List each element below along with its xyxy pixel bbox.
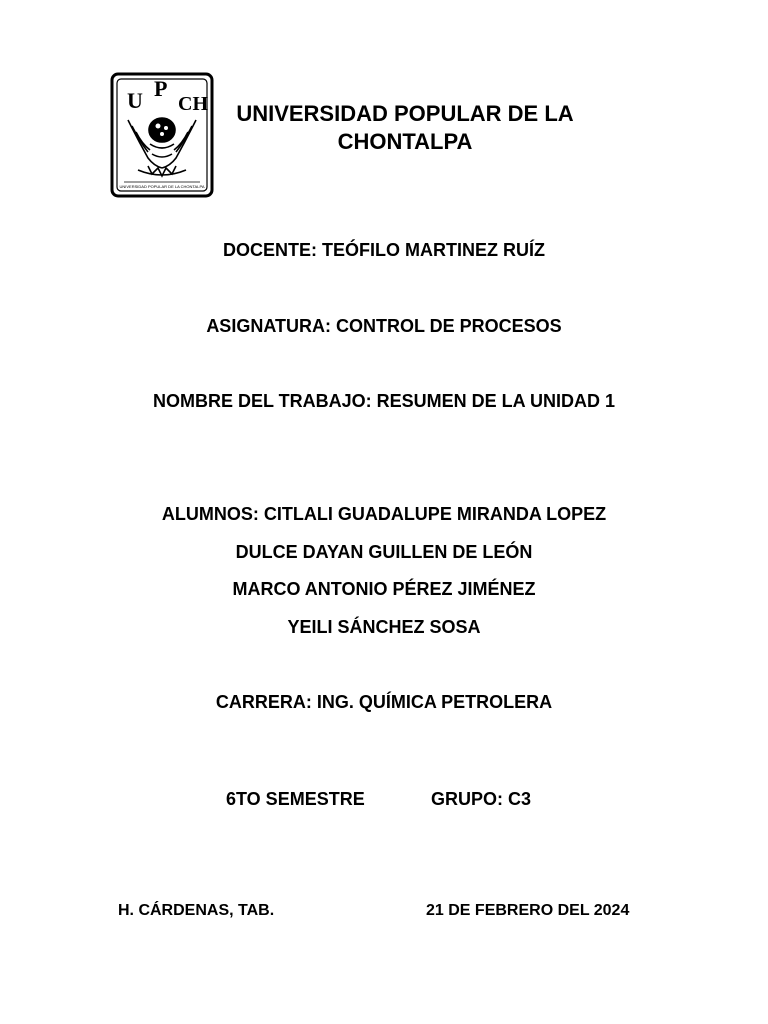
- teacher-line: DOCENTE: TEÓFILO MARTINEZ RUÍZ: [223, 240, 545, 260]
- student-line-2: DULCE DAYAN GUILLEN DE LEÓN: [235, 542, 533, 562]
- work-title-line: NOMBRE DEL TRABAJO: RESUMEN DE LA UNIDAD 1: [152, 391, 616, 411]
- career-line: CARRERA: ING. QUÍMICA PETROLERA: [215, 692, 553, 712]
- student-line-3: MARCO ANTONIO PÉREZ JIMÉNEZ: [232, 579, 536, 599]
- student-line-4: YEILI SÁNCHEZ SOSA: [287, 617, 481, 637]
- university-name: [200, 100, 610, 156]
- subject-line: ASIGNATURA: CONTROL DE PROCESOS: [206, 316, 562, 336]
- place-text: H. CÁRDENAS, TAB.: [118, 902, 275, 919]
- date-text: 21 DE FEBRERO DEL 2024: [426, 902, 630, 919]
- student-line-1: ALUMNOS: CITLALI GUADALUPE MIRANDA LOPEZ: [161, 504, 607, 524]
- logo-letter-p: P: [154, 76, 168, 101]
- group-text: GRUPO: C3: [431, 789, 532, 809]
- university-name-line1: UNIVERSIDAD POPULAR DE LA: [236, 101, 574, 126]
- semester-text: 6TO SEMESTRE: [226, 789, 365, 809]
- logo-letter-ch: CH: [178, 93, 208, 115]
- university-name-line2: CHONTALPA: [337, 129, 473, 154]
- logo-caption: UNIVERSIDAD POPULAR DE LA CHONTALPA: [119, 184, 205, 189]
- logo-letter-u: U: [127, 88, 143, 113]
